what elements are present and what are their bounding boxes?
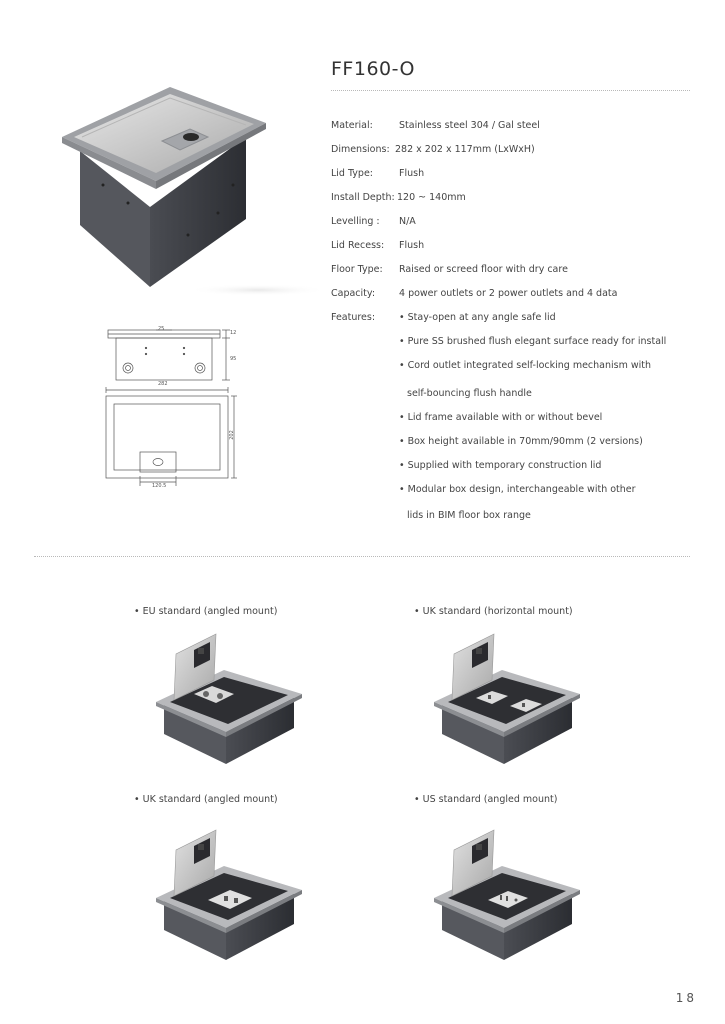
- spec-label: Install Depth:: [331, 192, 395, 203]
- variant-caption-us-angled: • US standard (angled mount): [414, 794, 558, 805]
- spec-value: Flush: [399, 168, 425, 179]
- side-view-drawing: [100, 320, 240, 384]
- variant-caption-uk-horizontal: • UK standard (horizontal mount): [414, 606, 573, 617]
- variant-caption-uk-angled: • UK standard (angled mount): [134, 794, 278, 805]
- feature-item: • Cord outlet integrated self-locking mechanism with: [399, 360, 652, 371]
- feature-item: self-bouncing flush handle: [407, 388, 532, 399]
- spec-label: Dimensions:: [331, 144, 390, 155]
- variant-photo-uk-angled: [154, 828, 304, 963]
- feature-item: lids in BIM floor box range: [407, 510, 531, 521]
- spec-label: Floor Type:: [331, 264, 383, 275]
- spec-value: 120 ~ 140mm: [397, 192, 466, 203]
- spec-value: Stainless steel 304 / Gal steel: [399, 120, 540, 131]
- spec-value: 282 x 202 x 117mm (LxWxH): [395, 144, 535, 155]
- page-title: FF160-O: [331, 58, 415, 80]
- feature-item: • Lid frame available with or without bevel: [399, 412, 603, 423]
- spec-label: Capacity:: [331, 288, 376, 299]
- dim-label: 95: [230, 356, 237, 362]
- spec-value: N/A: [399, 216, 416, 227]
- dim-label: 25: [158, 326, 165, 332]
- variant-caption-eu-angled: • EU standard (angled mount): [134, 606, 278, 617]
- features-list: [399, 312, 699, 527]
- spec-label: Levelling :: [331, 216, 380, 227]
- spec-label: Material:: [331, 120, 373, 131]
- feature-item: • Pure SS brushed flush elegant surface ready for install: [399, 336, 667, 347]
- section-divider: [34, 556, 690, 557]
- spec-value: Raised or screed floor with dry care: [399, 264, 568, 275]
- dim-label: 282: [158, 381, 168, 387]
- feature-item: • Supplied with temporary construction lid: [399, 460, 602, 471]
- feature-item: • Box height available in 70mm/90mm (2 versions): [399, 436, 643, 447]
- spec-label: Lid Type:: [331, 168, 374, 179]
- title-divider: [331, 90, 690, 91]
- spec-list: [331, 120, 701, 310]
- product-photo: [58, 85, 330, 295]
- variant-photo-uk-horizontal: [432, 632, 582, 767]
- top-view-drawing: [100, 381, 240, 494]
- variant-photo-eu-angled: [154, 632, 304, 767]
- dim-label: 120.5: [152, 483, 167, 489]
- dim-label: 12: [230, 330, 237, 336]
- variant-photo-us-angled: [432, 828, 582, 963]
- dim-label: 202: [228, 430, 235, 440]
- spec-value: Flush: [399, 240, 425, 251]
- spec-value: 4 power outlets or 2 power outlets and 4 data: [399, 288, 618, 299]
- page-number: 18: [675, 991, 697, 1005]
- features-label: Features:: [331, 312, 376, 323]
- spec-label: Lid Recess:: [331, 240, 385, 251]
- feature-item: • Modular box design, interchangeable with other: [399, 484, 636, 495]
- feature-item: • Stay-open at any angle safe lid: [399, 312, 556, 323]
